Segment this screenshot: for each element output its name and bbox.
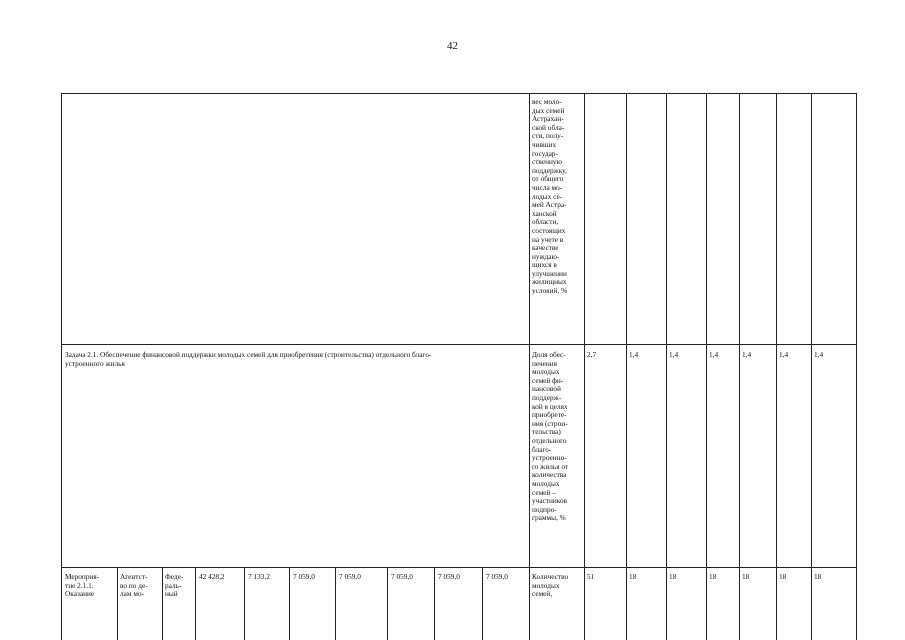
amount-cell: 7 059,0 xyxy=(438,573,460,581)
target-value: 1,4 xyxy=(814,351,824,359)
table-border-left xyxy=(61,93,62,640)
target-value: 18 xyxy=(629,573,637,581)
amount-cell: 7 059,0 xyxy=(339,573,361,581)
amount-cell: 42 428,2 xyxy=(199,573,225,581)
col-divider xyxy=(195,567,196,640)
indicator-cell: вес моло- дых семей Астрахан- ской обла- сти, полу- чивших государ- ственную поддержку, от общего числа мо- лодых се- мей Астра- ханской области, состоящих на учете в качестве нуждаю- щихся в улучшении жилищных условий, % xyxy=(532,98,568,296)
task-title: Задача 2.1. Обеспечение финансовой поддержки молодых семей для приобретения (строительства) отдельного благо- устроенного жилья xyxy=(65,351,432,368)
indicator-cell: Доля обес- печения молодых семей фи- нансовой поддерж- кой в целях приобрете- ния (строи- тельства) отдельного благо- устроенно- го жилья от количества молодых семей – участников подпро- граммы, % xyxy=(532,351,569,523)
col-divider xyxy=(244,567,245,640)
target-value: 18 xyxy=(709,573,717,581)
executor-cell: Агентст- во по де- лам мо- xyxy=(120,573,148,599)
target-value: 1,4 xyxy=(779,351,789,359)
row-divider xyxy=(61,93,857,94)
target-value: 18 xyxy=(669,573,677,581)
target-value: 18 xyxy=(779,573,787,581)
target-value: 1,4 xyxy=(629,351,639,359)
col-divider xyxy=(626,93,627,640)
funding-source-cell: Феде- раль- ный xyxy=(165,573,184,599)
col-divider xyxy=(434,567,435,640)
row-divider xyxy=(61,567,857,568)
row-divider xyxy=(61,344,857,345)
col-divider xyxy=(289,567,290,640)
amount-cell: 7 059,0 xyxy=(293,573,315,581)
target-value: 1,4 xyxy=(742,351,752,359)
data-table xyxy=(61,93,857,640)
target-value: 1,4 xyxy=(709,351,719,359)
indicator-cell: Количество молодых семей, xyxy=(532,573,569,599)
col-divider xyxy=(117,567,118,640)
table-border-right xyxy=(856,93,857,640)
page-number: 42 xyxy=(447,40,458,52)
col-divider xyxy=(666,93,667,640)
amount-cell: 7 059,0 xyxy=(391,573,413,581)
col-divider xyxy=(706,93,707,640)
col-divider xyxy=(776,93,777,640)
col-divider xyxy=(335,567,336,640)
amount-cell: 7 133,2 xyxy=(248,573,270,581)
target-value: 18 xyxy=(742,573,750,581)
target-value: 18 xyxy=(814,573,822,581)
target-value: 2,7 xyxy=(587,351,597,359)
col-divider xyxy=(584,93,585,640)
col-divider xyxy=(529,93,530,640)
amount-cell: 7 059,0 xyxy=(486,573,508,581)
col-divider xyxy=(387,567,388,640)
measure-cell: Мероприя- тие 2.1.1. Оказание xyxy=(65,573,100,599)
col-divider xyxy=(162,567,163,640)
col-divider xyxy=(811,93,812,640)
col-divider xyxy=(739,93,740,640)
target-value: 1,4 xyxy=(669,351,679,359)
col-divider xyxy=(482,567,483,640)
target-value: 51 xyxy=(587,573,595,581)
